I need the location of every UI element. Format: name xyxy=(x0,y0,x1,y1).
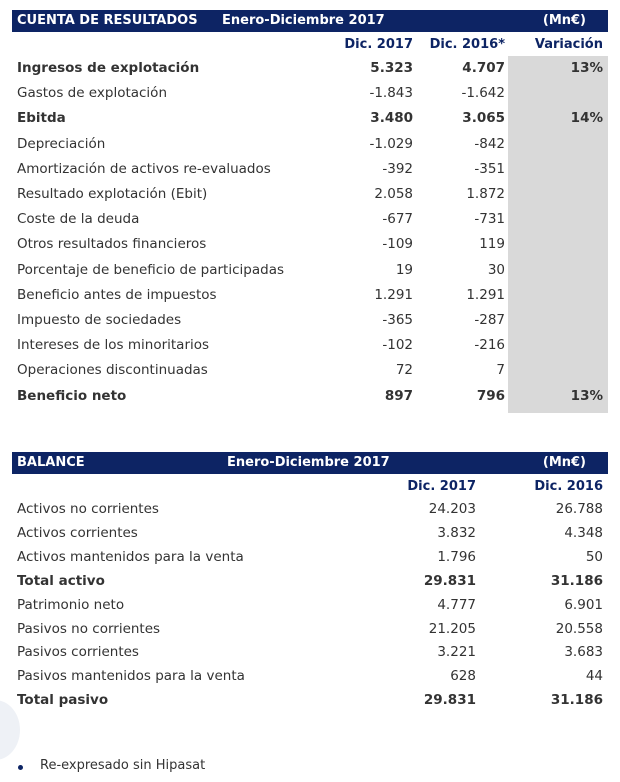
value-2016: -351 xyxy=(474,160,505,177)
value-2016: 1.872 xyxy=(466,186,505,202)
value-2016: 119 xyxy=(479,236,505,253)
row-label: Gastos de explotación xyxy=(17,85,168,102)
value-2017: -109 xyxy=(382,236,413,253)
value-2017: -677 xyxy=(382,211,413,228)
row-label: Pasivos corrientes xyxy=(17,644,139,661)
value-2016: 3.065 xyxy=(462,110,505,127)
value-2016: 4.348 xyxy=(564,524,603,541)
value-2017: 1.291 xyxy=(374,286,413,303)
value-2017: 3.832 xyxy=(437,524,476,541)
row-label: Depreciación xyxy=(17,135,106,152)
row-label: Coste de la deuda xyxy=(17,211,140,228)
balance-unit: (Mn€) xyxy=(542,455,586,470)
value-2017: 21.205 xyxy=(428,620,476,637)
balance-row xyxy=(12,549,608,573)
col-balance-2017: Dic. 2017 xyxy=(407,479,476,494)
value-2017: -1.843 xyxy=(369,85,413,102)
row-label: Pasivos no corrientes xyxy=(17,620,161,637)
value-2017: 2.058 xyxy=(374,186,413,202)
balance-table xyxy=(12,452,608,709)
results-row xyxy=(12,186,608,211)
results-row xyxy=(12,161,608,186)
balance-title: BALANCE xyxy=(17,455,85,470)
row-label: Activos no corrientes xyxy=(17,501,159,517)
value-2017: 24.203 xyxy=(428,501,476,517)
value-2017: 29.831 xyxy=(423,692,476,709)
value-2016: 31.186 xyxy=(550,692,603,709)
row-label: Total activo xyxy=(17,572,105,589)
balance-row xyxy=(12,621,608,645)
col-dic-2016: Dic. 2016* xyxy=(429,37,505,52)
row-label: Ingresos de explotación xyxy=(17,60,200,76)
row-label: Intereses de los minoritarios xyxy=(17,337,210,354)
value-2016: 6.901 xyxy=(564,596,603,613)
value-2016: -216 xyxy=(474,337,505,354)
row-label: Amortización de activos re-evaluados xyxy=(17,160,271,177)
value-2016: 20.558 xyxy=(555,620,603,637)
balance-column-headers xyxy=(12,474,608,498)
row-label: Beneficio antes de impuestos xyxy=(17,286,217,303)
results-row xyxy=(12,362,608,387)
value-2016: 796 xyxy=(476,387,505,404)
value-2016: 3.683 xyxy=(564,644,603,661)
value-2016: -287 xyxy=(474,312,505,328)
value-2017: 5.323 xyxy=(370,60,413,76)
results-row xyxy=(12,60,608,85)
value-2016: 4.707 xyxy=(462,60,505,76)
results-row xyxy=(12,85,608,110)
row-label: Pasivos mantenidos para la venta xyxy=(17,668,245,685)
value-2016: -731 xyxy=(474,211,505,228)
value-2017: -1.029 xyxy=(369,135,413,152)
results-row xyxy=(12,262,608,287)
results-row xyxy=(12,236,608,261)
value-2017: 897 xyxy=(384,387,413,404)
row-label: Activos mantenidos para la venta xyxy=(17,548,244,565)
col-balance-2016: Dic. 2016 xyxy=(534,479,603,494)
balance-row xyxy=(12,692,608,716)
balance-row xyxy=(12,573,608,597)
results-table xyxy=(12,10,608,404)
col-dic-2017: Dic. 2017 xyxy=(344,37,413,52)
value-2016: 44 xyxy=(585,668,603,685)
value-2016: 30 xyxy=(487,261,505,278)
value-2017: 72 xyxy=(395,362,413,379)
value-variacion: 14% xyxy=(570,110,603,127)
results-row xyxy=(12,337,608,362)
footnote: Re-expresado sin Hipasat xyxy=(40,758,206,773)
value-2017: -102 xyxy=(382,337,413,354)
value-2017: 3.480 xyxy=(370,110,413,127)
value-2016: 26.788 xyxy=(555,501,603,517)
value-2017: 628 xyxy=(450,668,476,685)
row-label: Impuesto de sociedades xyxy=(17,312,182,328)
balance-row xyxy=(12,644,608,668)
value-2017: -365 xyxy=(382,312,413,328)
value-variacion: 13% xyxy=(570,60,603,76)
value-2017: 3.221 xyxy=(437,644,476,661)
row-label: Activos corrientes xyxy=(17,524,138,541)
results-period: Enero-Diciembre 2017 xyxy=(222,13,385,28)
bullet-dot xyxy=(18,765,23,770)
results-row xyxy=(12,312,608,337)
value-2016: 1.291 xyxy=(466,286,505,303)
results-column-headers xyxy=(12,32,608,56)
value-2016: 50 xyxy=(585,548,603,565)
row-label: Resultado explotación (Ebit) xyxy=(17,186,208,202)
row-label: Porcentaje de beneficio de participadas xyxy=(17,261,284,278)
results-row xyxy=(12,287,608,312)
balance-row xyxy=(12,668,608,692)
balance-header xyxy=(12,452,608,474)
results-header xyxy=(12,10,608,32)
results-row xyxy=(12,136,608,161)
value-2017: -392 xyxy=(382,160,413,177)
value-2016: -1.642 xyxy=(461,85,505,102)
results-row xyxy=(12,388,608,413)
row-label: Total pasivo xyxy=(17,692,109,709)
value-2016: 31.186 xyxy=(550,572,603,589)
balance-period: Enero-Diciembre 2017 xyxy=(227,455,390,470)
value-2017: 29.831 xyxy=(423,572,476,589)
balance-row xyxy=(12,597,608,621)
row-label: Beneficio neto xyxy=(17,387,127,404)
value-2017: 4.777 xyxy=(437,596,476,613)
balance-row xyxy=(12,525,608,549)
value-2017: 1.796 xyxy=(437,548,476,565)
value-2016: -842 xyxy=(474,135,505,152)
col-variacion: Variación xyxy=(534,37,603,52)
results-row xyxy=(12,110,608,135)
results-row xyxy=(12,211,608,236)
results-title: CUENTA DE RESULTADOS xyxy=(17,13,198,28)
row-label: Patrimonio neto xyxy=(17,596,125,613)
row-label: Otros resultados financieros xyxy=(17,236,207,253)
results-unit: (Mn€) xyxy=(542,13,586,28)
value-2017: 19 xyxy=(395,261,413,278)
row-label: Ebitda xyxy=(17,110,66,127)
balance-row xyxy=(12,501,608,525)
value-variacion: 13% xyxy=(570,387,603,404)
value-2016: 7 xyxy=(496,362,505,379)
row-label: Operaciones discontinuadas xyxy=(17,362,208,379)
